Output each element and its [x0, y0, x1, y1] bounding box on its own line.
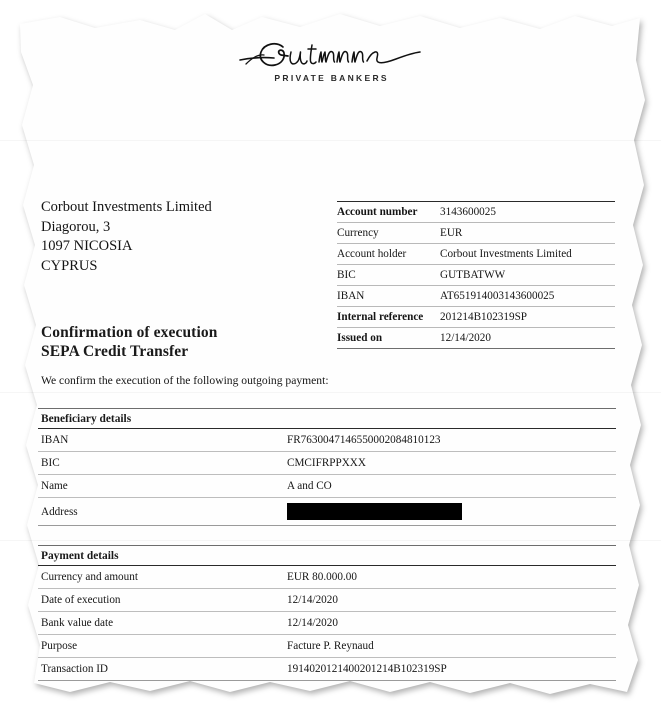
payment-section-heading: Payment details [38, 545, 616, 566]
row-value: CMCIFRPPXXX [284, 452, 616, 475]
row-label: Address [38, 498, 284, 526]
bank-tagline: PRIVATE BANKERS [274, 73, 389, 83]
redaction-bar [287, 503, 462, 520]
row-value: EUR [440, 223, 615, 244]
row-label: Transaction ID [38, 658, 284, 681]
address-line: Corbout Investments Limited [41, 199, 212, 215]
row-label: BIC [38, 452, 284, 475]
table-row [337, 244, 615, 265]
gutmann-script-logo-icon [236, 38, 426, 72]
row-value: 12/14/2020 [440, 328, 615, 349]
payment-details-table [38, 566, 616, 681]
row-label: Currency and amount [38, 566, 284, 589]
table-row [38, 612, 616, 635]
row-label: Name [38, 475, 284, 498]
table-row [38, 658, 616, 681]
beneficiary-section-heading: Beneficiary details [38, 408, 616, 429]
document-title-line2: SEPA Credit Transfer [41, 343, 189, 360]
row-label: Bank value date [38, 612, 284, 635]
table-row [337, 202, 615, 223]
row-label: Internal reference [337, 307, 440, 328]
table-row [38, 635, 616, 658]
row-value: 3143600025 [440, 202, 615, 223]
table-row [337, 328, 615, 349]
document-title-line1: Confirmation of execution [41, 324, 218, 341]
row-label: Issued on [337, 328, 440, 349]
row-value: 12/14/2020 [284, 612, 616, 635]
address-line: Diagorou, 3 [41, 218, 111, 235]
row-value: Corbout Investments Limited [440, 244, 615, 265]
row-value: EUR 80.000.00 [284, 566, 616, 589]
beneficiary-details-table [38, 429, 616, 526]
row-label: IBAN [38, 429, 284, 452]
row-label: Account number [337, 202, 440, 223]
table-row [38, 566, 616, 589]
row-label: IBAN [337, 286, 440, 307]
address-line: 1097 NICOSIA [41, 238, 133, 254]
payment-details-section [38, 545, 616, 681]
row-value: AT651914003143600025 [440, 286, 615, 307]
table-row [337, 223, 615, 244]
row-label: Date of execution [38, 589, 284, 612]
table-row [337, 286, 615, 307]
table-row [38, 452, 616, 475]
row-value: GUTBATWW [440, 265, 615, 286]
row-value: 201214B102319SP [440, 307, 615, 328]
table-row [38, 475, 616, 498]
document-intro-text: We confirm the execution of the following outgoing payment: [41, 374, 329, 387]
table-row [337, 265, 615, 286]
table-row [38, 429, 616, 452]
table-row [337, 307, 615, 328]
row-label: Account holder [337, 244, 440, 265]
document-title [41, 323, 217, 361]
table-row [38, 498, 616, 526]
table-row [38, 589, 616, 612]
row-value: FR7630047146550002084810123 [284, 429, 616, 452]
row-value-redacted [284, 498, 616, 526]
row-label: Currency [337, 223, 440, 244]
row-value: 12/14/2020 [284, 589, 616, 612]
row-value: Facture P. Reynaud [284, 635, 616, 658]
row-label: Purpose [38, 635, 284, 658]
row-value: A and CO [284, 475, 616, 498]
row-label: BIC [337, 265, 440, 286]
bank-logo [0, 38, 661, 83]
row-value: 1914020121400201214B102319SP [284, 658, 616, 681]
beneficiary-details-section [38, 408, 616, 526]
customer-address-block [41, 198, 212, 276]
address-line: CYPRUS [41, 257, 98, 274]
account-info-table [337, 201, 615, 349]
